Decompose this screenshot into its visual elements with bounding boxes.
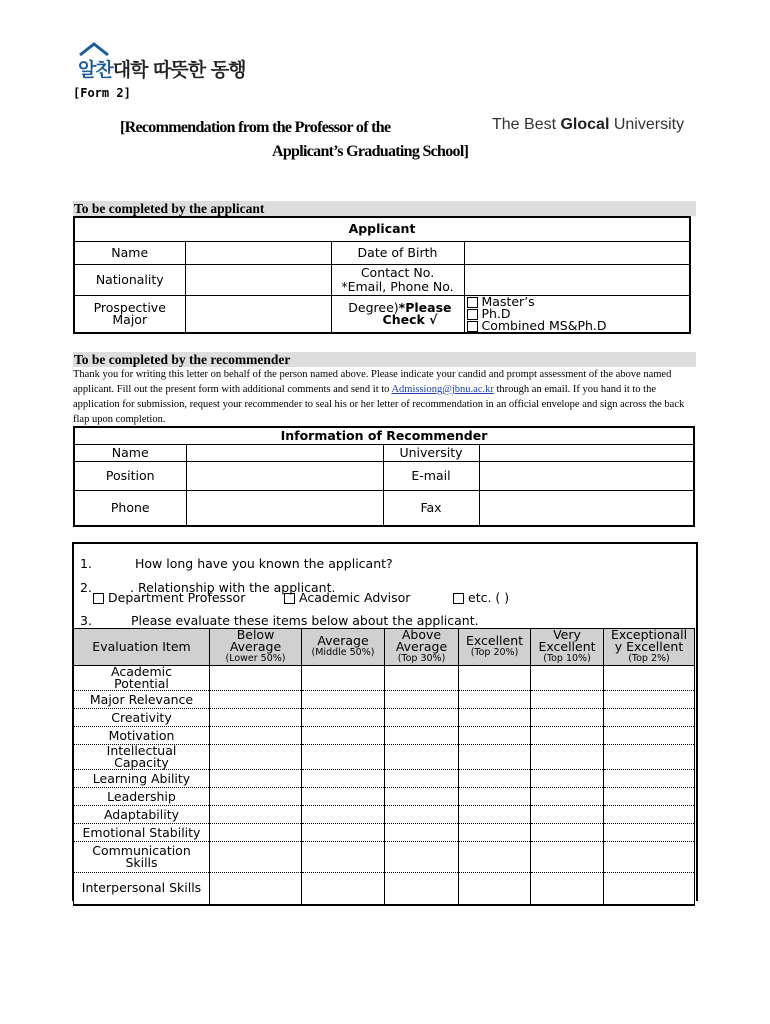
degree-label: Degree)*Please Check √ (331, 295, 464, 333)
major-field[interactable] (185, 295, 331, 333)
rating-cell[interactable] (459, 745, 531, 770)
rating-cell[interactable] (210, 873, 302, 905)
rating-cell[interactable] (531, 806, 604, 824)
col-above-average: Above Average (Top 30%) (385, 629, 459, 666)
rating-cell[interactable] (210, 824, 302, 842)
rating-cell[interactable] (459, 788, 531, 806)
form-number: [Form 2] (73, 86, 131, 100)
rating-cell[interactable] (385, 842, 459, 873)
evaluation-row (74, 691, 695, 709)
col-below-average: Below Average (Lower 50%) (210, 629, 302, 666)
evaluation-table (73, 628, 695, 906)
evaluation-item-label: Academic Potential (74, 666, 210, 691)
rating-cell[interactable] (210, 727, 302, 745)
evaluation-item-label: Major Relevance (74, 691, 210, 709)
logo-text-blue: 알찬 (78, 59, 113, 81)
rating-cell[interactable] (531, 666, 604, 691)
admissions-email-link[interactable]: Admissiong@jbnu.ac.kr (391, 384, 494, 395)
rating-cell[interactable] (604, 727, 695, 745)
rating-cell[interactable] (302, 727, 385, 745)
applicant-table-title: Applicant (74, 217, 690, 241)
rating-cell[interactable] (385, 788, 459, 806)
rating-cell[interactable] (531, 745, 604, 770)
checkbox-icon[interactable] (467, 297, 478, 308)
evaluation-item-label: Motivation (74, 727, 210, 745)
checkbox-icon[interactable] (453, 593, 464, 604)
relationship-option-advisor[interactable]: Academic Advisor (284, 590, 410, 605)
logo-text: 대학 따뜻한 동행 (112, 59, 246, 81)
checkbox-icon[interactable] (467, 309, 478, 320)
page-title-line2: Applicant’s Graduating School] (272, 143, 469, 160)
rec-position-label: Position (74, 461, 186, 490)
page-title-line1: [Recommendation from the Professor of the (120, 119, 391, 136)
rating-cell[interactable] (531, 788, 604, 806)
rating-cell[interactable] (385, 873, 459, 905)
degree-options (464, 295, 690, 333)
rating-cell[interactable] (459, 873, 531, 905)
evaluation-row (74, 666, 695, 691)
evaluation-row (74, 873, 695, 905)
rating-cell[interactable] (604, 824, 695, 842)
degree-option-phd[interactable]: Ph.D (467, 308, 690, 320)
tagline: The Best Glocal University (492, 116, 685, 133)
rating-cell[interactable] (459, 727, 531, 745)
rec-university-field[interactable] (479, 444, 694, 461)
evaluation-header-row (74, 629, 695, 666)
rating-cell[interactable] (302, 824, 385, 842)
rec-name-field[interactable] (186, 444, 383, 461)
evaluation-row (74, 745, 695, 770)
rating-cell[interactable] (531, 873, 604, 905)
recommender-section-heading: To be completed by the recommender (74, 352, 291, 367)
rating-cell[interactable] (302, 788, 385, 806)
evaluation-item-label: Communication Skills (74, 842, 210, 873)
evaluation-row (74, 824, 695, 842)
rating-cell[interactable] (302, 666, 385, 691)
rating-cell[interactable] (459, 709, 531, 727)
rating-cell[interactable] (385, 666, 459, 691)
rating-cell[interactable] (210, 842, 302, 873)
rating-cell[interactable] (385, 709, 459, 727)
contact-label: Contact No. *Email, Phone No. (331, 264, 464, 295)
rating-cell[interactable] (604, 770, 695, 788)
rec-position-field[interactable] (186, 461, 383, 490)
recommender-table-title: Information of Recommender (74, 427, 694, 444)
degree-option-combined[interactable]: Combined MS&Ph.D (467, 320, 690, 332)
rating-cell[interactable] (531, 824, 604, 842)
rec-email-field[interactable] (479, 461, 694, 490)
rating-cell[interactable] (210, 709, 302, 727)
rating-cell[interactable] (531, 842, 604, 873)
nationality-label: Nationality (74, 264, 185, 295)
rating-cell[interactable] (531, 727, 604, 745)
applicant-table (73, 216, 691, 334)
rating-cell[interactable] (459, 806, 531, 824)
university-logo (78, 48, 245, 82)
name-label: Name (74, 241, 185, 264)
rating-cell[interactable] (385, 727, 459, 745)
rating-cell[interactable] (210, 666, 302, 691)
rating-cell[interactable] (302, 806, 385, 824)
rating-cell[interactable] (210, 691, 302, 709)
evaluation-row (74, 788, 695, 806)
rating-cell[interactable] (531, 691, 604, 709)
evaluation-item-label: Emotional Stability (74, 824, 210, 842)
rating-cell[interactable] (531, 770, 604, 788)
rating-cell[interactable] (302, 842, 385, 873)
roof-icon (78, 41, 110, 57)
evaluation-item-label: Learning Ability (74, 770, 210, 788)
evaluation-item-label: Leadership (74, 788, 210, 806)
rating-cell[interactable] (604, 873, 695, 905)
rating-cell[interactable] (385, 691, 459, 709)
rec-email-label: E-mail (383, 461, 479, 490)
rating-cell[interactable] (604, 709, 695, 727)
col-excellent: Excellent (Top 20%) (459, 629, 531, 666)
rec-phone-field[interactable] (186, 490, 383, 526)
name-field[interactable] (185, 241, 331, 264)
col-evaluation-item: Evaluation Item (74, 629, 210, 666)
rating-cell[interactable] (604, 788, 695, 806)
dob-label: Date of Birth (331, 241, 464, 264)
rating-cell[interactable] (459, 842, 531, 873)
evaluation-item-label: Intellectual Capacity (74, 745, 210, 770)
relationship-option-professor[interactable]: Department Professor (93, 590, 245, 605)
rating-cell[interactable] (531, 709, 604, 727)
relationship-option-etc[interactable]: etc. ( ) (453, 590, 509, 605)
contact-field[interactable] (464, 264, 690, 295)
rating-cell[interactable] (459, 770, 531, 788)
question-1: 1. How long have you known the applicant? (80, 556, 393, 571)
degree-option-masters[interactable]: Master’s (467, 296, 690, 308)
recommender-section-bar (73, 352, 696, 367)
applicant-section-bar (73, 201, 696, 216)
rating-cell[interactable] (385, 824, 459, 842)
rating-cell[interactable] (604, 666, 695, 691)
rating-cell[interactable] (302, 873, 385, 905)
rating-cell[interactable] (385, 806, 459, 824)
col-average: Average (Middle 50%) (302, 629, 385, 666)
major-label: Prospective Major (74, 295, 185, 333)
rating-cell[interactable] (604, 842, 695, 873)
rating-cell[interactable] (459, 824, 531, 842)
rating-cell[interactable] (604, 806, 695, 824)
rating-cell[interactable] (459, 666, 531, 691)
rating-cell[interactable] (302, 770, 385, 788)
rating-cell[interactable] (385, 770, 459, 788)
rating-cell[interactable] (302, 709, 385, 727)
evaluation-row (74, 727, 695, 745)
instructions-paragraph: Thank you for writing this letter on behalf of the person named above. Please indicate your candid and prompt assessment of the above named applicant. Fill out the present form with additional comments and send it to Admissiong@jbnu.ac.kr through an email. If you hand it to the application for submission, request your recommender to seal his or her letter of recommendation in an official envelope and sign across the back flap upon completion. (73, 369, 685, 425)
applicant-section-heading: To be completed by the applicant (74, 201, 265, 216)
rating-cell[interactable] (604, 745, 695, 770)
rating-cell[interactable] (210, 806, 302, 824)
rating-cell[interactable] (459, 691, 531, 709)
rating-cell[interactable] (210, 745, 302, 770)
rec-fax-label: Fax (383, 490, 479, 526)
rating-cell[interactable] (385, 745, 459, 770)
evaluation-row (74, 709, 695, 727)
col-exceptionally-excellent: Exceptionally Excellent (Top 2%) (604, 629, 695, 666)
evaluation-row (74, 806, 695, 824)
dob-field[interactable] (464, 241, 690, 264)
evaluation-item-label: Creativity (74, 709, 210, 727)
question-2: 2. . Relationship with the applicant. (80, 580, 336, 595)
evaluation-item-label: Adaptability (74, 806, 210, 824)
rating-cell[interactable] (604, 691, 695, 709)
rec-name-label: Name (74, 444, 186, 461)
recommender-table (73, 426, 695, 527)
rec-fax-field[interactable] (479, 490, 694, 526)
rating-cell[interactable] (210, 788, 302, 806)
rating-cell[interactable] (302, 745, 385, 770)
checkbox-icon[interactable] (93, 593, 104, 604)
evaluation-item-label: Interpersonal Skills (74, 873, 210, 905)
col-very-excellent: Very Excellent (Top 10%) (531, 629, 604, 666)
question-3: 3. Please evaluate these items below about the applicant. (80, 613, 479, 628)
evaluation-row (74, 770, 695, 788)
rec-phone-label: Phone (74, 490, 186, 526)
rating-cell[interactable] (210, 770, 302, 788)
rec-university-label: University (383, 444, 479, 461)
checkbox-icon[interactable] (284, 593, 295, 604)
nationality-field[interactable] (185, 264, 331, 295)
evaluation-row (74, 842, 695, 873)
rating-cell[interactable] (302, 691, 385, 709)
checkbox-icon[interactable] (467, 321, 478, 332)
